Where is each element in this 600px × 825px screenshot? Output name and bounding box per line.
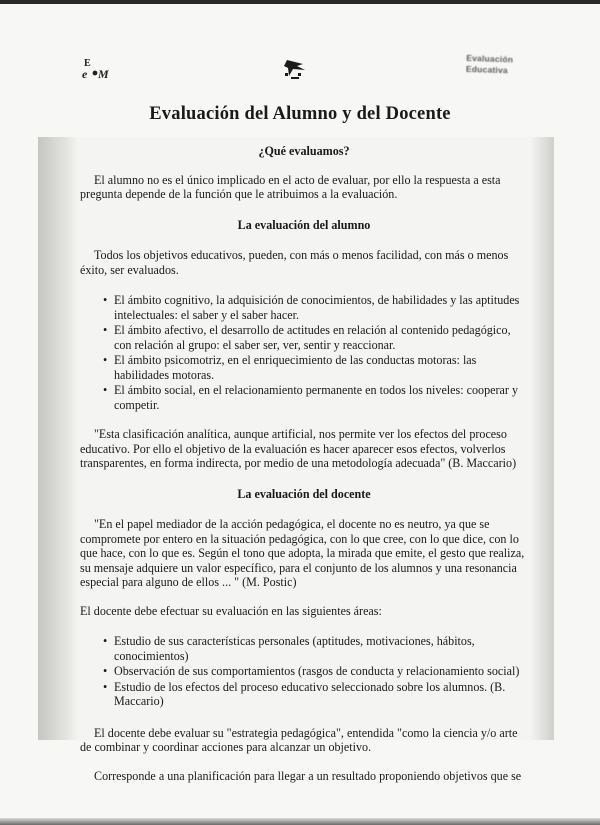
evaluacion-educativa-stamp	[466, 53, 533, 81]
svg-text:e: e	[82, 67, 88, 81]
bird-emblem-icon	[281, 54, 309, 82]
paragraph-areas-intro: El docente debe efectuar su evaluación en las siguientes áreas:	[80, 603, 382, 618]
list-item: • El ámbito psicomotriz, en el enriquecimiento de las conductas motoras: las habilidades motoras.	[114, 353, 528, 382]
quote-maccario: "Esta clasificación analítica, aunque artificial, nos permite ver los efectos del proceso educativo. Por ello el objetivo de la evaluación es hacer aparecer esos efectos, volverlos transparentes, en forma indirecta, por medio de una metodología adecuada" (B. Maccario)	[80, 427, 517, 470]
list-item: • Estudio de sus características personales (aptitudes, motivaciones, hábitos, conocimientos)	[114, 634, 528, 663]
stamp-line-1: Evaluación	[466, 52, 514, 65]
paragraph-que-evaluamos: El alumno no es el único implicado en el acto de evaluar, por ello la respuesta a esta pregunta depende de la función que le atribuimos a la evaluación.	[80, 172, 501, 201]
stamp-line-2: Educativa	[465, 63, 509, 76]
docente-areas-list	[80, 634, 528, 709]
paragraph-planificacion: Corresponde a una planificación para llegar a un resultado proponiendo objetivos que se	[94, 768, 522, 783]
list-item: • Observación de sus comportamientos (rasgos de conducta y relacionamiento social)	[114, 664, 528, 679]
paragraph-alumno: Todos los objetivos educativos, pueden, con más o menos facilidad, con más o menos éxito, ser evaluados.	[80, 248, 509, 277]
document-body	[80, 144, 528, 783]
svg-text:E: E	[84, 58, 91, 69]
svg-text:M: M	[98, 67, 109, 81]
scan-bottom-edge	[0, 818, 600, 825]
paragraph-estrategia: El docente debe evaluar su "estrategia pedagógica", entendida "como la ciencia y/o arte de combinar y coordinar acciones para alcanzar un objetivo.	[80, 725, 518, 754]
alumno-ambitos-list	[80, 293, 528, 412]
list-item: • Estudio de los efectos del proceso educativo seleccionado sobre los alumnos. (B. Maccario)	[114, 680, 528, 709]
section-heading-que-evaluamos: ¿Qué evaluamos?	[258, 144, 350, 158]
list-item: • El ámbito social, en el relacionamiento permanente en todos los niveles: cooperar y competir.	[114, 383, 528, 412]
page-header	[0, 52, 600, 92]
list-item: • El ámbito cognitivo, la adquisición de conocimientos, de habilidades y las aptitudes intelectuales: el saber y el saber hacer.	[114, 293, 528, 322]
quote-postic: "En el papel mediador de la acción pedagógica, el docente no es neutro, ya que se compromete por entero en la situación pedagógica, con lo que cree, con lo que dice, con lo que hace, con lo que es. Según el tono que adopta, la mirada que emite, el gesto que realiza, su mensaje adquiere un valor específico, para el conjunto de los alumnos y una resonancia especial para alguno de ellos ... " (M. Postic)	[80, 517, 525, 589]
list-item: • El ámbito afectivo, el desarrollo de actitudes en relación al contenido pedagógico, con relación al grupo: el saber ser, ver, sentir y reaccionar.	[114, 323, 528, 352]
eduk-logo-icon	[82, 56, 120, 82]
section-heading-docente: La evaluación del docente	[237, 486, 371, 501]
page-title: Evaluación del Alumno y del Docente	[149, 104, 451, 124]
section-heading-alumno: La evaluación del alumno	[237, 217, 371, 232]
scan-top-edge	[0, 0, 600, 4]
